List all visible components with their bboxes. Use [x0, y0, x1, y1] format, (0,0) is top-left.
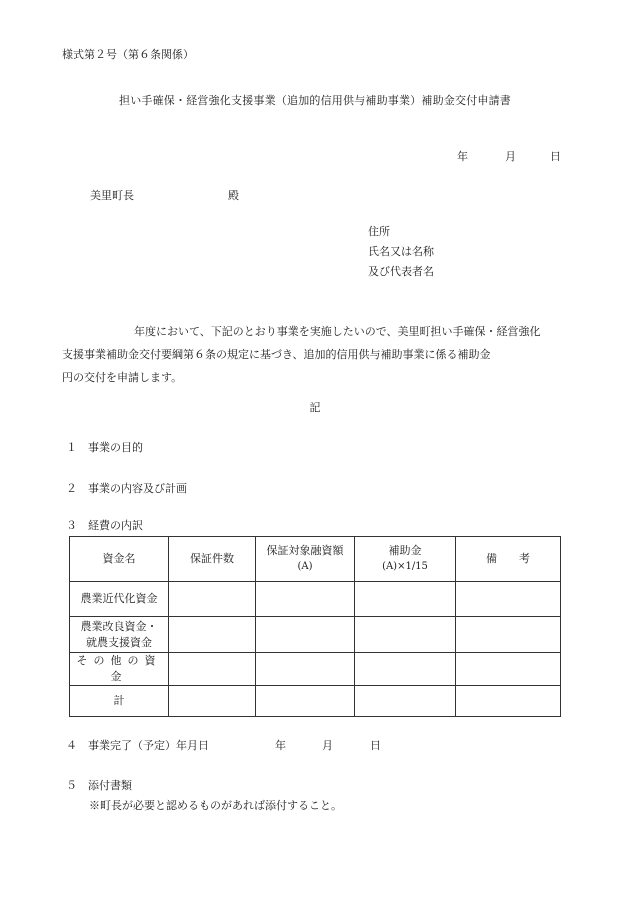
honorific: 殿: [228, 189, 239, 202]
header-subsidy-label: 補助金: [388, 544, 422, 557]
section-title: 経費の内訳: [88, 519, 143, 532]
empty-cell: [169, 617, 256, 653]
header-guaranteed-amount-label: 保証対象融資額: [266, 544, 344, 557]
date-year: 年: [457, 150, 468, 163]
attachments-note: ※町長が必要と認めるものがあれば添付すること。: [89, 799, 342, 812]
completion-month: 月: [322, 739, 333, 752]
empty-cell: [256, 617, 355, 653]
empty-cell: [256, 653, 355, 686]
header-fund-name: 資金名: [70, 537, 169, 582]
section-number: ２: [66, 482, 77, 495]
section-title: 事業完了（予定）年月日: [88, 739, 209, 752]
empty-cell: [169, 686, 256, 717]
section-number: １: [66, 441, 77, 454]
applicant-name-label: 氏名又は名称: [368, 245, 434, 258]
fund-name-line: 農業改良資金・: [80, 619, 158, 633]
table-row: [70, 653, 561, 686]
empty-cell: [256, 582, 355, 617]
application-body: [62, 320, 584, 389]
completion-day: 日: [370, 739, 381, 752]
table-header-row: [70, 537, 561, 582]
empty-cell: [169, 582, 256, 617]
section-number: ５: [66, 779, 77, 792]
empty-cell: [355, 686, 456, 717]
fund-name-cell: 農業近代化資金: [70, 582, 169, 617]
expense-breakdown-table: [69, 536, 561, 717]
body-line-1: 年度において、下記のとおり事業を実施したいので、美里町担い手確保・経営強化: [134, 325, 541, 338]
header-remarks: 備 考: [456, 537, 561, 582]
header-guarantee-count: 保証件数: [169, 537, 256, 582]
body-line-2: 支援事業補助金交付要綱第６条の規定に基づき、追加的信用供与補助事業に係る補助金: [62, 348, 491, 361]
section-3: [66, 520, 143, 531]
empty-cell: [456, 653, 561, 686]
empty-cell: [355, 653, 456, 686]
empty-cell: [456, 582, 561, 617]
section-title: 事業の目的: [88, 441, 143, 454]
date-month: 月: [505, 150, 516, 163]
document-title: 担い手確保・経営強化支援事業（追加的信用供与補助事業）補助金交付申請書: [119, 94, 511, 107]
empty-cell: [456, 686, 561, 717]
section-2: [66, 483, 187, 494]
ki-heading: 記: [309, 401, 321, 414]
header-guaranteed-amount: [256, 537, 355, 582]
body-line-3: 円の交付を申請します。: [62, 371, 183, 384]
section-5: [66, 780, 132, 791]
empty-cell: [169, 653, 256, 686]
table-total-row: [70, 686, 561, 717]
empty-cell: [355, 582, 456, 617]
section-title: 事業の内容及び計画: [88, 482, 187, 495]
empty-cell: [456, 617, 561, 653]
total-label-cell: 計: [70, 686, 169, 717]
header-guaranteed-amount-sub: (A): [297, 561, 313, 572]
header-subsidy-sub: (A)×1/15: [382, 561, 428, 572]
section-title: 添付書類: [88, 779, 132, 792]
date-day: 日: [550, 150, 561, 163]
fund-name-cell: [70, 617, 169, 653]
section-4: [66, 740, 209, 751]
addressee: 美里町長: [90, 189, 134, 202]
fund-name-cell: その他の資金: [70, 653, 169, 686]
section-number: ４: [66, 739, 77, 752]
applicant-rep-label: 及び代表者名: [368, 265, 434, 278]
form-number: 様式第２号（第６条関係）: [62, 48, 194, 61]
applicant-address-label: 住所: [368, 225, 390, 238]
header-subsidy: [355, 537, 456, 582]
section-number: ３: [66, 519, 77, 532]
table-row: [70, 617, 561, 653]
fund-name-line: 就農支援資金: [86, 635, 152, 649]
completion-year: 年: [275, 739, 286, 752]
empty-cell: [355, 617, 456, 653]
table-row: [70, 582, 561, 617]
section-1: [66, 442, 143, 453]
empty-cell: [256, 686, 355, 717]
